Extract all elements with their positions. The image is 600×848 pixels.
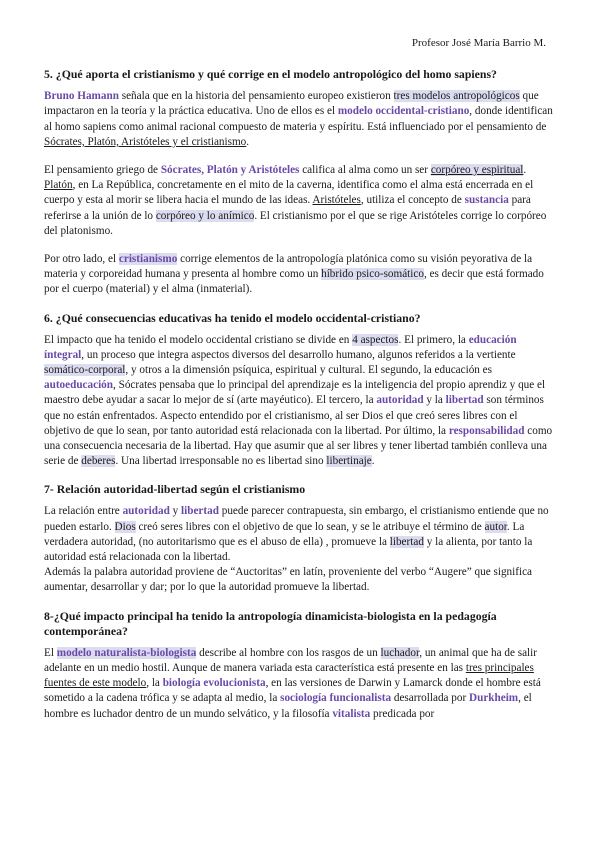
emphasized-term: luchador <box>380 646 420 659</box>
emphasized-term: libertad <box>445 394 484 407</box>
text-run: . Una libertad irresponsable no es libertad sino <box>115 455 327 468</box>
emphasized-term: sociología funcionalista <box>280 692 392 705</box>
section-6-paragraph-1 <box>44 333 554 470</box>
text-run: , es decir que está formado por el cuerpo (material) y el alma (inmaterial). <box>44 268 544 296</box>
emphasized-term: 4 aspectos <box>352 333 399 346</box>
text-run: . <box>523 164 527 177</box>
text-run: para referirse a la unión de lo <box>44 194 531 222</box>
text-run: La relación entre <box>44 505 123 518</box>
text-run: creó seres libres con el objetivo de que lo sean, y se le atribuye el término de <box>135 520 485 533</box>
text-run: El <box>44 646 57 659</box>
text-run: , un animal que ha de salir adelante en un medio hostil. Aunque de manera variada esta característica está presente en las <box>44 646 537 674</box>
text-run: que impactaron en la teoría y la práctica educativa. Uno de ellos es el <box>44 90 539 118</box>
emphasized-term: Durkheim <box>469 692 519 705</box>
text-run: . <box>246 135 250 148</box>
emphasized-term: libertinaje <box>326 455 372 468</box>
text-run: , utiliza el concepto de <box>360 194 465 207</box>
emphasized-term: Sócrates, Platón y Aristóteles <box>160 164 300 177</box>
text-run: y la <box>423 394 446 407</box>
text-run: , en las versiones de Darwin y Lamarck donde el hombre está sometido a la cadena trófica y se adapta al medio, la <box>44 677 541 705</box>
section-5-paragraph-1 <box>44 89 554 150</box>
emphasized-term: libertad <box>389 535 424 548</box>
emphasized-term: modelo naturalista-biologista <box>56 646 197 659</box>
section-7-paragraph-1 <box>44 504 554 565</box>
emphasized-term: libertad <box>181 505 219 518</box>
emphasized-term: responsabilidad <box>448 424 525 437</box>
emphasized-term: La República <box>91 179 152 192</box>
text-run: corrige elementos de la antropología platónica como su visión peyorativa de la materia y corporeidad humana y presenta al hombre como un <box>44 253 533 281</box>
section-7-paragraph-2 <box>44 565 554 595</box>
emphasized-term: Bruno Hamann <box>44 90 119 103</box>
section-8-paragraph-1 <box>44 646 554 722</box>
text-run: . <box>371 455 375 468</box>
section-5-paragraph-3 <box>44 252 554 298</box>
emphasized-term: cristianismo <box>118 253 178 266</box>
text-run: El pensamiento griego de <box>44 164 161 177</box>
text-run: , el hombre es luchador dentro de un mundo selvático, y la filosofía <box>44 692 532 720</box>
section-8-title: 8-¿Qué impacto principal ha tenido la antropología dinamicista-biologista en la pedagogía contemporánea? <box>44 608 497 638</box>
emphasized-term: tres modelos antropológicos <box>393 90 520 103</box>
text-run: son términos que no están enfrentados. Aspecto entendido por el cristianismo, al ser Dios el que creó seres libres con el objetivo de que lo sean, por tanto autoridad está relacionada con la libertad. Por último, la <box>44 394 544 437</box>
text-run: puede parecer contrapuesta, sin embargo, el cristianismo entiende que no pueden estarlo. <box>44 505 549 533</box>
section-5-title: 5. ¿Qué aporta el cristianismo y qué corrige en el modelo antropológico del homo sapiens? <box>44 67 497 82</box>
text-run: como una consecuencia necesaria de la libertad. Hay que asumir que al ser libres y tener libertad también conlleva una serie de <box>44 424 553 468</box>
emphasized-term: educación íntegral <box>44 333 517 361</box>
text-run: predicada por <box>370 707 435 720</box>
text-run: , un proceso que integra aspectos diversos del desarrollo humano, algunos referidos a la vertiente <box>81 348 516 361</box>
text-run: , Sócrates pensaba que lo principal del aprendizaje es la inteligencia del propio aprendiz y que el maestro debe ayudar a sacar lo mejor de sí (arte mayéutico). El tercero, la <box>44 379 546 407</box>
text-run: , la <box>146 677 163 690</box>
emphasized-term: corpóreo y lo anímico <box>155 209 255 222</box>
text-run: , donde identifican al homo sapiens como animal racional compuesto de materia y espíritu. Está influenciado por el pensamiento de <box>44 105 553 133</box>
section-7-title: 7- Relación autoridad-libertad según el cristianismo <box>44 482 306 497</box>
emphasized-term: híbrido psico-somático <box>321 268 424 281</box>
text-run: Por otro lado, el <box>44 253 119 266</box>
text-run: , en <box>72 179 92 192</box>
emphasized-term: autoeducación <box>44 379 113 392</box>
emphasized-term: autoridad <box>376 394 424 407</box>
text-run: , identifica como el alma está encerrada en el cuerpo y esta al morir se libera hacia el mundo de las ideas. <box>44 179 534 207</box>
emphasized-term: tres principales fuentes de este modelo <box>44 661 534 690</box>
text-run: y la alienta, por tanto la autoridad está relacionada con la libertad. <box>44 535 533 564</box>
emphasized-term: somático-corporal <box>44 364 126 377</box>
text-run: El impacto que ha tenido el modelo occidental cristiano se divide en <box>44 333 353 346</box>
text-run: califica al alma como un ser <box>299 164 431 177</box>
text-run: , concretamente en el <box>151 179 250 192</box>
text-run: . La verdadera autoridad, (no autoritarismo que es el abuso de ella) , promueve la <box>44 520 525 548</box>
emphasized-term: Platón <box>44 179 73 192</box>
emphasized-term: vitalista <box>332 707 371 720</box>
emphasized-term: Dios <box>114 520 136 533</box>
emphasized-term: corpóreo y espiritual <box>430 164 524 177</box>
text-run: y <box>169 505 182 518</box>
emphasized-term: Aristóteles <box>312 194 361 207</box>
emphasized-term: mito de la caverna <box>249 179 332 192</box>
text-run: Además la palabra autoridad proviene de “Auctoritas” en latín, proveniente del verbo “Augere” que significa aumentar, desarrollar y dar; por lo que la autoridad promueve la libertad. <box>44 566 533 594</box>
author-header: Profesor José María Barrio M. <box>411 37 546 49</box>
section-6-title: 6. ¿Qué consecuencias educativas ha tenido el modelo occidental-cristiano? <box>44 310 421 325</box>
text-run: desarrollada por <box>391 692 470 705</box>
emphasized-term: sustancia <box>464 194 509 207</box>
text-run: , y otros a la dimensión psíquica, espiritual y cultural. El segundo, la educación es <box>125 364 492 377</box>
text-run: señala que en la historia del pensamiento europeo existieron <box>118 90 394 103</box>
section-5-paragraph-2 <box>44 163 554 239</box>
text-run: describe al hombre con los rasgos de un <box>196 646 381 659</box>
emphasized-term: autoridad <box>122 505 170 518</box>
text-run: . El primero, la <box>398 333 469 346</box>
text-run: . El cristianismo por el que se rige Aristóteles corrige lo corpóreo del platonismo. <box>44 209 547 237</box>
emphasized-term: Sócrates, Platón, Aristóteles y el cristianismo <box>44 135 247 148</box>
emphasized-term: autor <box>484 520 507 533</box>
emphasized-term: biología evolucionista <box>162 677 266 690</box>
emphasized-term: deberes <box>81 455 116 468</box>
emphasized-term: modelo occidental-cristiano <box>337 105 470 118</box>
